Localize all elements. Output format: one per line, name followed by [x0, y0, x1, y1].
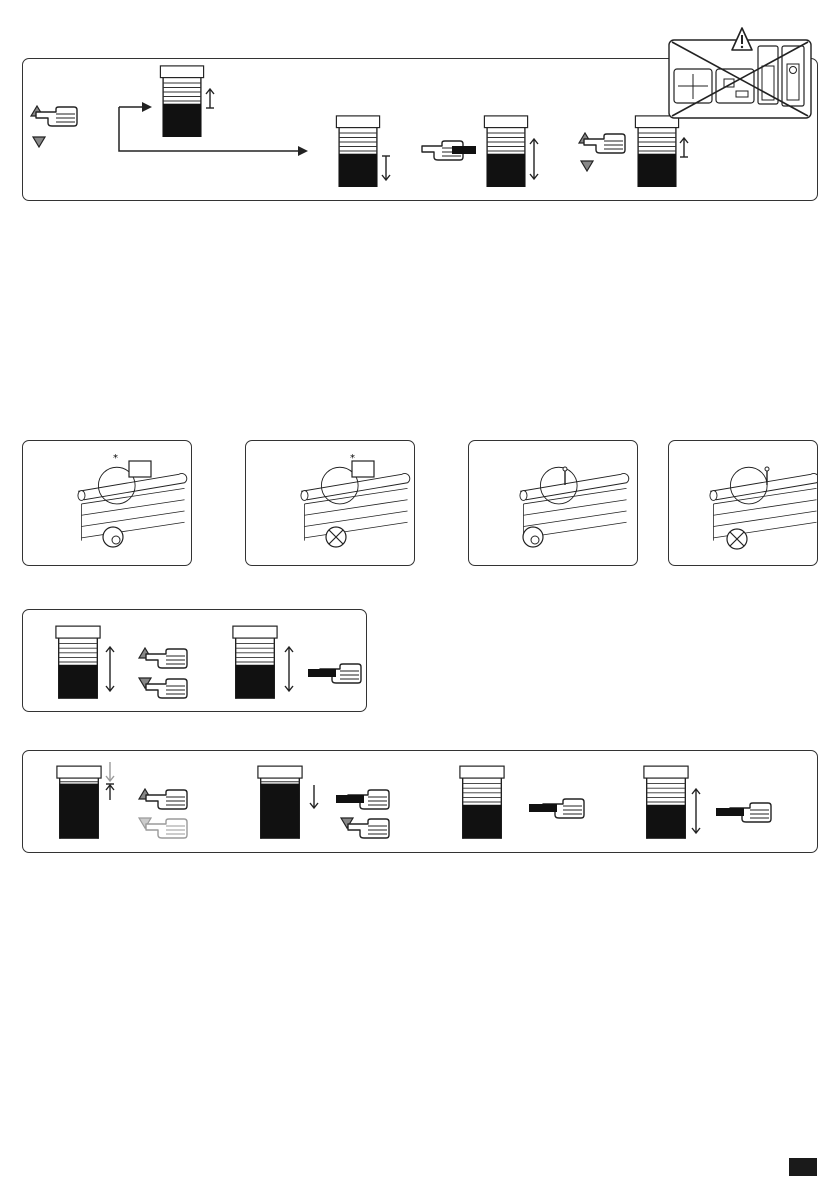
updown-arrow-icon — [528, 138, 540, 180]
down-arrow-icon — [32, 136, 46, 148]
up-hand-icon — [578, 132, 626, 154]
svg-text:*: * — [113, 453, 118, 464]
flow-arrow — [112, 95, 317, 157]
stop-hand-icon — [716, 801, 772, 823]
up-hand-icon — [30, 105, 78, 127]
page-number — [789, 1158, 817, 1176]
updown-arrow-icon — [690, 788, 702, 834]
down-hand-grey-icon — [138, 817, 188, 839]
card-tube-1 — [22, 440, 192, 566]
shutter-final — [634, 115, 680, 187]
up-arrow-icon — [678, 137, 690, 159]
down-arrow-icon — [380, 154, 392, 182]
svg-text:*: * — [350, 453, 355, 464]
updown-arrow-icon — [104, 646, 116, 692]
shutter-stopped — [483, 115, 529, 187]
shutter-3c — [459, 762, 505, 842]
shutter-middle — [335, 115, 381, 187]
shutter-3b — [257, 762, 303, 842]
limit-arrows-icon — [104, 760, 116, 800]
shutter-3a — [56, 762, 102, 842]
stop-hand-icon — [336, 788, 390, 810]
up-hand-icon — [138, 647, 188, 669]
down-hand-icon — [138, 677, 188, 699]
stop-hand-icon — [529, 797, 585, 819]
card-tube-2 — [245, 440, 415, 566]
stop-hand-icon — [420, 139, 476, 161]
down-arrow-icon — [580, 160, 594, 172]
down-arrow-icon — [308, 783, 320, 809]
stop-hand-icon — [308, 662, 362, 684]
shutter-2b — [232, 622, 278, 702]
shutter-3d — [643, 762, 689, 842]
card-tube-3 — [468, 440, 638, 566]
warning-prohibited-remotes — [668, 24, 814, 120]
card-tube-4 — [668, 440, 818, 566]
shutter-2a — [55, 622, 101, 702]
down-hand-icon — [340, 817, 390, 839]
up-hand-icon — [138, 788, 188, 810]
updown-arrow-icon — [283, 646, 295, 692]
